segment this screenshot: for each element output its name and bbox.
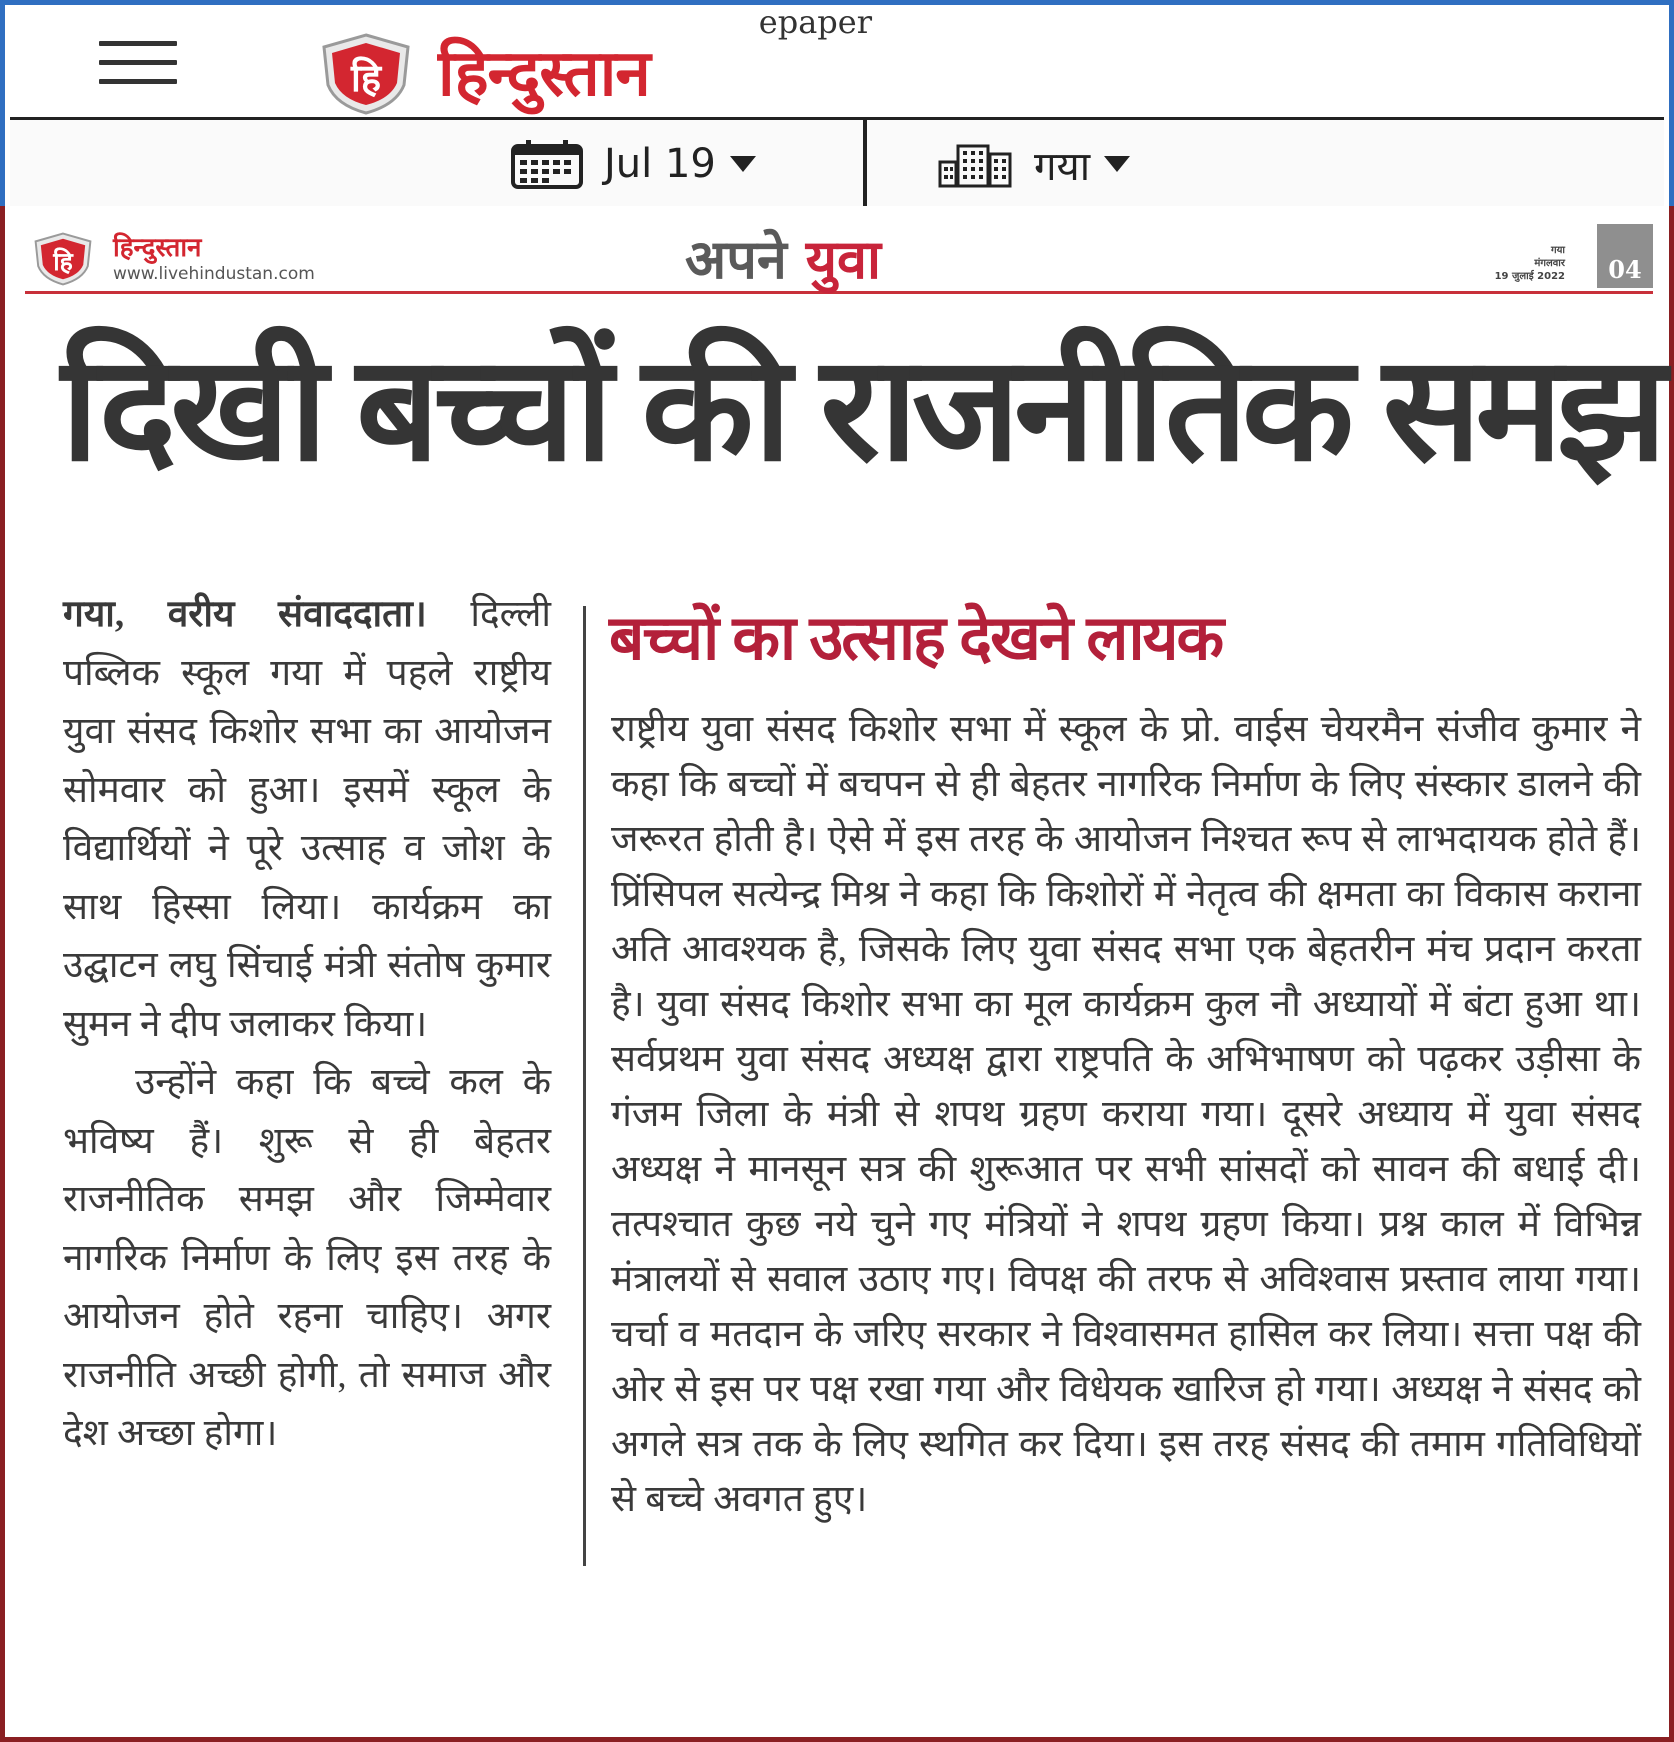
top-bar [5,5,1669,117]
page-brand: हिन्दुस्तान [113,233,202,263]
brand-name: हिन्दुस्तान [438,36,650,111]
date-selector[interactable] [510,120,756,208]
article-paragraph-1 [63,586,551,1054]
svg-text:हि: हि [350,56,382,100]
date-selector-label: Jul 19 [604,141,716,187]
edition-selector-bar [10,117,1664,211]
shield-logo-icon [33,232,93,286]
article-subheadline: बच्चों का उत्साह देखने लायक [609,604,1223,673]
article-right-column: राष्ट्रीय युवा संसद किशोर सभा में स्कूल के प्रो. वाईस चेयरमैन संजीव कुमार ने कहा कि बच्चों में बचपन से ही बेहतर नागरिक निर्माण के लिए संस्कार डालने की जरूरत होती है। ऐसे में इस तरह के आयोजन निश्चत रूप से लाभदायक होते हैं। प्रिंसिपल सत्येन्द्र मिश्र ने कहा कि किशोरों में नेतृत्व की क्षमता का विकास कराना अति आवश्यक है, जिसके लिए युवा संसद सभा एक बेहतरीन मंच प्रदान करता है। युवा संसद किशोर सभा का मूल कार्यक्रम कुल नौ अध्यायों में बंटा हुआ था। सर्वप्रथम युवा संसद अध्यक्ष द्वारा राष्ट्रपति के अभिभाषण को पढ़कर उड़ीसा के गंजम जिला के मंत्री से शपथ ग्रहण कराया गया। दूसरे अध्याय में युवा संसद अध्यक्ष ने मानसून सत्र की शुरूआत पर सभी सांसदों को सावन की बधाई दी। तत्पश्चात कुछ नये चुने गए मंत्रियों ने शपथ ग्रहण किया। प्रश्न काल में विभिन्न मंत्रालयों से सवाल उठाए गए। विपक्ष की तरफ से अविश्वास प्रस्ताव लाया गया। चर्चा व मतदान के जरिए सरकार ने विश्वासमत हासिल कर लिया। सत्ता पक्ष की ओर से इस पर पक्ष रखा गया और विधेयक खारिज हो गया। अध्यक्ष ने संसद को अगले सत्र तक के लिए स्थगित कर दिया। इस तरह संसद की तमाम गतिविधियों से बच्चे अवगत हुए। [611,709,1641,1520]
epaper-tag: epaper [758,3,872,41]
caret-down-icon [1104,156,1130,172]
caret-down-icon [730,156,756,172]
selector-divider [863,120,867,208]
article-headline: दिखी बच्चों की राजनीतिक समझ [61,327,1661,490]
section-title-part-2: युवा [805,228,882,291]
page-number: 04 [1597,224,1653,288]
page-meta [1495,244,1565,283]
section-title-part-1: अपने [685,228,806,291]
city-selector-label: गया [1034,143,1091,190]
article-dateline: गया, वरीय संवाददाता। [63,594,427,635]
page-weekday: मंगलवार [1534,258,1565,269]
page-masthead [25,224,1653,294]
svg-text:हि: हि [53,247,73,277]
article-left-column [63,586,551,1464]
brand-logo[interactable] [320,3,880,113]
city-buildings-icon [938,140,1014,188]
page-city: गया [1550,245,1565,256]
shield-logo-icon [320,33,412,115]
page-url: www.livehindustan.com [113,264,315,284]
article-paragraph-2: उन्होंने कहा कि बच्चे कल के भविष्य हैं। शुरू से ही बेहतर राजनीतिक समझ और जिम्मेवार नागरिक निर्माण के लिए इस तरह के आयोजन होते रहना चाहिए। अगर राजनीति अच्छी होगी, तो समाज और देश अच्छा होगा। [63,1062,551,1454]
hamburger-menu-icon[interactable] [99,41,177,85]
section-title [685,220,881,294]
calendar-icon [510,138,584,190]
article-paragraph-1-text: दिल्ली पब्लिक स्कूल गया में पहले राष्ट्रीय युवा संसद किशोर सभा का आयोजन सोमवार को हुआ। इसमें स्कूल के विद्यार्थियों ने पूरे उत्साह व जोश के साथ हिस्सा लिया। कार्यक्रम का उद्घाटन लघु सिंचाई मंत्री संतोष कुमार सुमन ने दीप जलाकर किया। [63,594,551,1045]
epaper-page[interactable] [0,206,1674,1742]
column-divider [583,606,586,1566]
page-date: 19 जुलाई 2022 [1494,271,1565,282]
city-selector[interactable] [938,120,1130,208]
app-header [0,0,1674,206]
